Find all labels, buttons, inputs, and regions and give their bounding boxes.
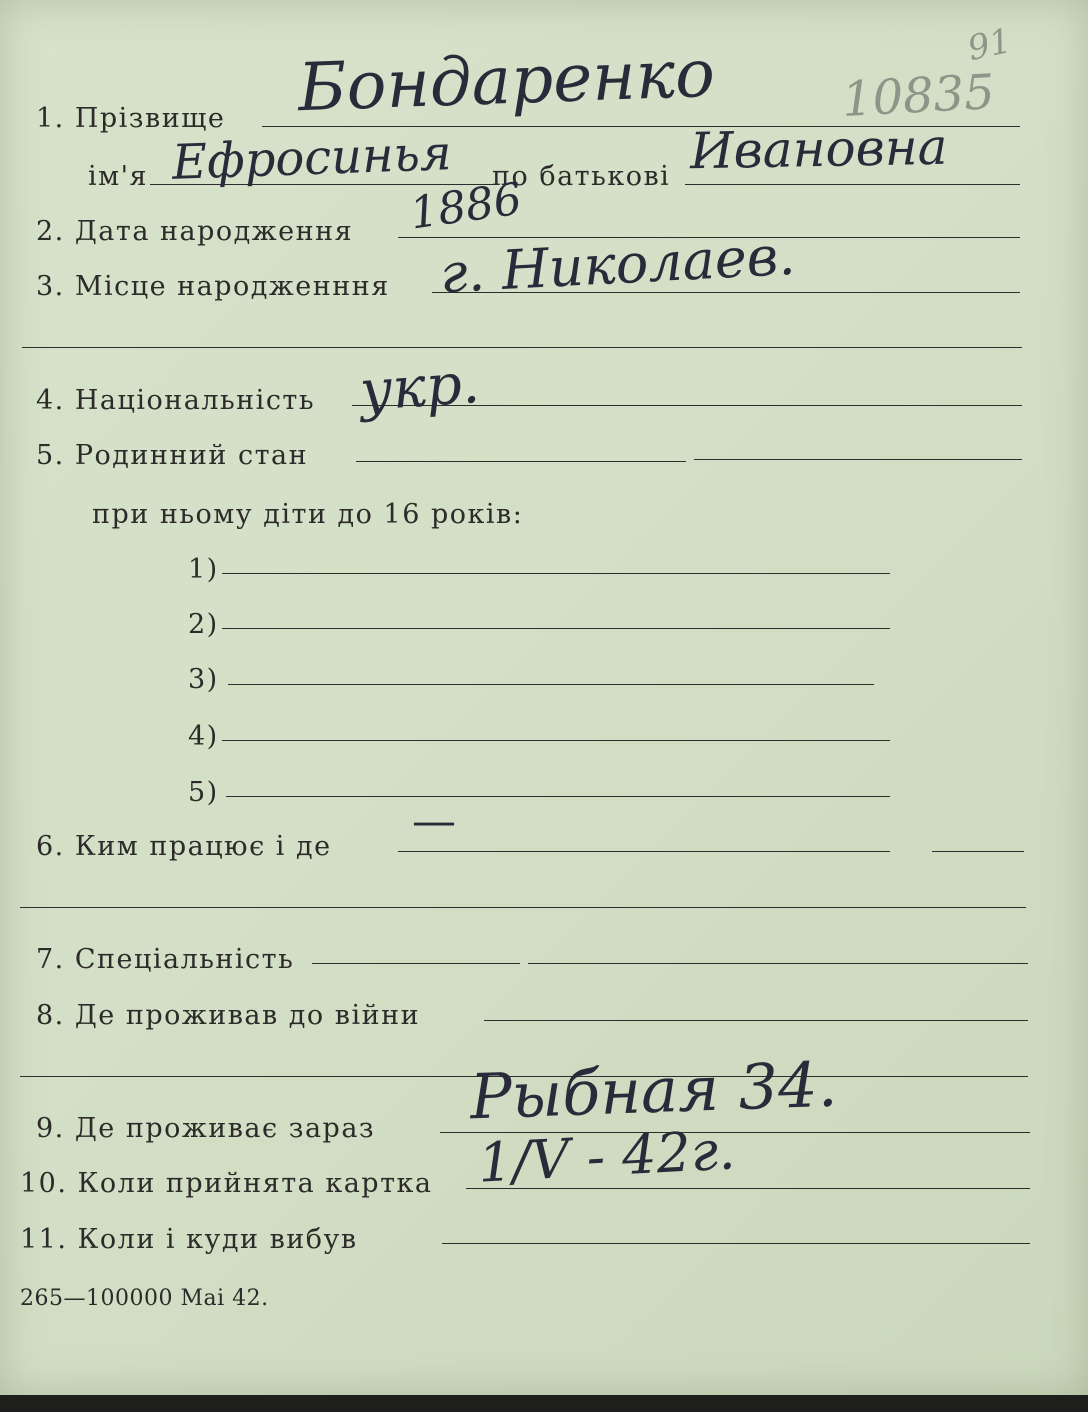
birth-place-line-2 [22, 347, 1022, 348]
specialty-line [312, 963, 520, 964]
child-item-3-label: 3) [188, 664, 219, 695]
surname-label: 1. Прізвище [36, 103, 226, 134]
child-item-4-line [222, 740, 890, 741]
children-label: при ньому діти до 16 років: [92, 499, 524, 530]
departure-label: 11. Коли і куди вибув [20, 1224, 358, 1255]
child-item-1-line [222, 573, 890, 574]
birth-place-entry: г. Николаев. [438, 223, 797, 306]
child-item-1-label: 1) [188, 554, 219, 585]
prewar-residence-label: 8. Де проживав до війни [36, 1000, 421, 1031]
record-number: 10835 [840, 64, 997, 128]
card-accepted-entry: 1/V - 42г. [476, 1118, 737, 1195]
current-residence-label: 9. Де проживає зараз [36, 1113, 376, 1144]
marital-status-line [356, 461, 686, 462]
work-line [398, 851, 890, 852]
corner-mark: 91 [964, 20, 1015, 70]
child-item-4-label: 4) [188, 721, 219, 752]
birth-place-label: 3. Місце народженння [36, 271, 390, 302]
child-item-3-line [228, 684, 874, 685]
prewar-residence-line [484, 1020, 1028, 1021]
child-item-2-label: 2) [188, 609, 219, 640]
child-item-2-line [222, 628, 890, 629]
patronymic-line [685, 184, 1020, 185]
marital-status-line-2 [694, 459, 1022, 460]
specialty-line-2 [528, 963, 1028, 964]
work-entry: — [412, 796, 456, 847]
current-residence-entry: Рыбная 34. [468, 1047, 839, 1134]
name-label: ім'я [88, 161, 149, 192]
card-accepted-label: 10. Коли прийнята картка [20, 1168, 433, 1199]
work-line-2 [932, 851, 1024, 852]
child-item-5-label: 5) [188, 777, 219, 808]
work-label: 6. Ким працює і де [36, 831, 332, 862]
birth-date-label: 2. Дата народження [36, 216, 354, 247]
nationality-label: 4. Національність [36, 385, 316, 416]
name-entry: Ефросинья [171, 125, 453, 191]
child-item-5-line [226, 796, 890, 797]
patronymic-entry: Ивановна [689, 117, 948, 181]
departure-line [442, 1243, 1030, 1244]
birth-date-entry: 1886 [406, 173, 525, 240]
patronymic-label: по батькові [492, 161, 671, 192]
printer-imprint: 265—100000 Mai 42. [20, 1286, 269, 1311]
surname-entry: Бондаренко [296, 34, 717, 127]
marital-status-label: 5. Родинний стан [36, 440, 309, 471]
nationality-entry: укр. [357, 350, 482, 425]
specialty-label: 7. Спеціальність [36, 944, 295, 975]
work-line-3 [20, 907, 1026, 908]
